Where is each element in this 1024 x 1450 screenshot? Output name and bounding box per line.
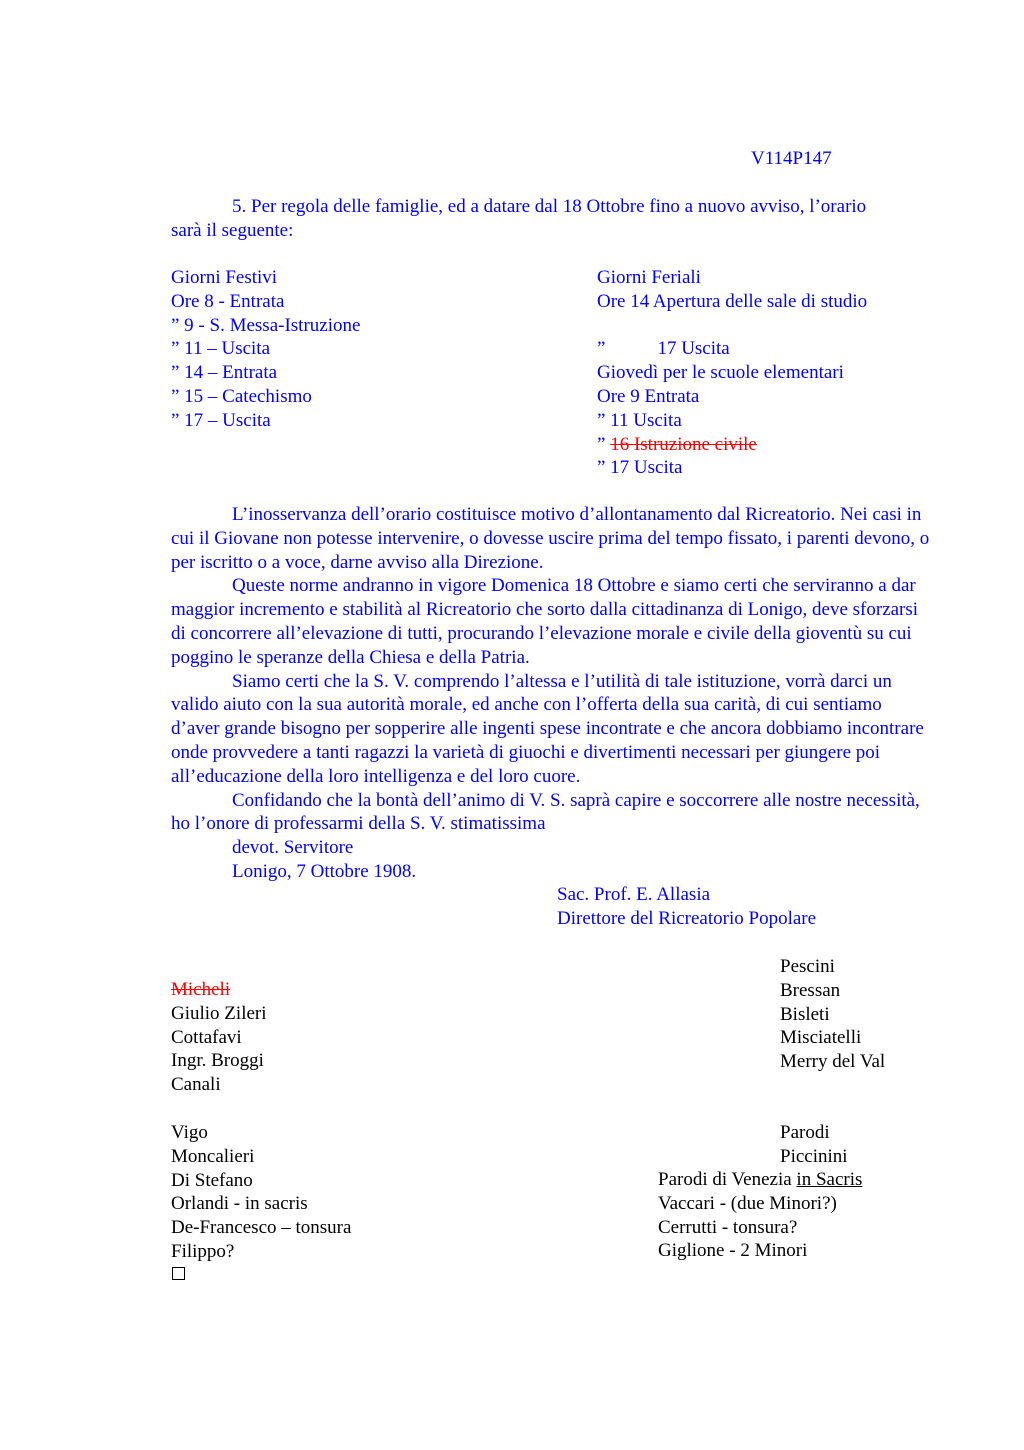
name-item: Merry del Val (780, 1051, 886, 1073)
reference-code: V114P147 (751, 148, 832, 169)
feriali-item: Ore 9 Entrata (597, 385, 700, 407)
ditto-mark: ” (597, 338, 606, 360)
feriali-struck-item (597, 433, 867, 457)
name-item: De-Francesco – tonsura (171, 1217, 352, 1239)
name-item: Di Stefano (171, 1169, 253, 1191)
intro-line-1 (171, 195, 931, 219)
struck-text: 16 Istruzione civile (610, 433, 757, 455)
name-item: Cerrutti - tonsura? (658, 1216, 798, 1238)
name-item: Vigo (171, 1122, 208, 1143)
feriali-item: ” 11 Uscita (597, 409, 682, 431)
name-item: Piccinini (780, 1145, 848, 1167)
signature-name: Sac. Prof. E. Allasia (557, 884, 711, 905)
intro-text-2: sarà il seguente: (171, 219, 294, 241)
closing-place-date (171, 860, 931, 884)
name-item: Bressan (780, 979, 841, 1001)
name-item: Parodi (780, 1122, 830, 1143)
body-paragraph-2 (171, 574, 931, 669)
checkbox-symbol (172, 1267, 185, 1280)
paragraph-text: Confidando che la bontà dell’animo di V. S. saprà capire e soccorrere alle nostre necessità, ho l’onore di professarmi della S. V. stimatissima (171, 789, 920, 835)
ditto-mark: ” (597, 433, 611, 455)
body-text (171, 503, 931, 884)
closing-text: Lonigo, 7 Ottobre 1908. (232, 860, 417, 882)
feriali-item: ” 17 Uscita (597, 457, 683, 479)
name-item: Canali (171, 1074, 221, 1096)
name-item: Cottafavi (171, 1026, 242, 1048)
name-item: Giulio Zileri (171, 1002, 267, 1024)
name-item: Pescini (780, 956, 835, 977)
name-item: Bisleti (780, 1003, 830, 1025)
underlined-note: in Sacris (796, 1169, 863, 1190)
name-item-underlined (658, 1168, 862, 1192)
name-item: Orlandi - in sacris (171, 1193, 308, 1215)
name-item: Vaccari - (due Minori?) (658, 1192, 837, 1214)
intro-text-1: 5. Per regola delle famiglie, ed a datare dal 18 Ottobre fino a nuovo avviso, l’orario (232, 196, 867, 217)
closing-text: devot. Servitore (232, 837, 354, 859)
names-left-group-2 (171, 1121, 351, 1264)
names-right-group-2a (780, 1121, 848, 1169)
festivi-item: ” 14 – Entrata (171, 362, 278, 384)
paragraph-text: L’inosservanza dell’orario costituisce motivo d’allontanamento dal Ricreatorio. Nei casi in cui il Giovane non potesse intervenire, o dovesse uscire prima del tempo fissato, i parenti devono, o per iscritto o a voce, darne avviso alla Direzione. (171, 504, 930, 573)
signature-title: Direttore del Ricreatorio Popolare (557, 907, 817, 929)
feriali-heading: Giorni Feriali (597, 267, 701, 288)
body-paragraph-3 (171, 670, 931, 789)
feriali-item: Ore 14 Apertura delle sale di studio (597, 290, 868, 312)
closing-servitore (171, 836, 931, 860)
struck-name: Micheli (171, 979, 231, 1000)
intro-paragraph (171, 195, 931, 243)
names-left-group-1 (171, 978, 267, 1097)
body-paragraph-1 (171, 503, 931, 574)
signature-block (557, 883, 816, 931)
feriali-column (597, 266, 867, 480)
festivi-item: ” 15 – Catechismo (171, 385, 312, 407)
paragraph-text: Siamo certi che la S. V. comprendo l’altessa e l’utilità di tale istituzione, vorrà darci un valido aiuto con la sua autorità morale, ed anche con l’offerta della sua carità, di cui sentiamo d’aver grande bisogno per sopperire alle ingenti spese incontrate e che ancora dobbiamo incontrare onde provvedere a tanti ragazzi la varietà di giuochi e divertimenti necessari per giungere poi all’educazione della loro intelligenza e del loro cuore. (171, 670, 924, 787)
festivi-item: ” 11 – Uscita (171, 338, 271, 360)
name-item: Moncalieri (171, 1145, 255, 1167)
feriali-item-uscita (597, 337, 867, 361)
feriali-empty-line (597, 314, 867, 338)
names-right-group-1 (780, 955, 885, 1074)
name-item: Ingr. Broggi (171, 1050, 264, 1072)
feriali-item: Giovedì per le scuole elementari (597, 362, 844, 384)
name-item: Misciatelli (780, 1027, 862, 1049)
name-prefix: Parodi di Venezia (658, 1169, 797, 1190)
festivi-column (171, 266, 360, 433)
names-right-group-2b (658, 1168, 862, 1263)
festivi-item: ” 17 – Uscita (171, 409, 271, 431)
body-paragraph-4 (171, 789, 931, 837)
festivi-item: ” 9 - S. Messa-Istruzione (171, 314, 361, 336)
name-item: Giglione - 2 Minori (658, 1240, 808, 1262)
festivi-item: Ore 8 - Entrata (171, 290, 285, 312)
name-item: Filippo? (171, 1240, 235, 1262)
festivi-heading: Giorni Festivi (171, 267, 278, 288)
paragraph-text: Queste norme andranno in vigore Domenica 18 Ottobre e siamo certi che serviranno a dar maggior incremento e stabilità al Ricreatorio che sorto dalla cittadinanza di Lonigo, deve sforzarsi di concorrere all’elevazione di tutti, procurando l’elevazione morale e civile della gioventù su cui poggino le speranze della Chiesa e della Patria. (171, 575, 919, 668)
uscita-text: 17 Uscita (657, 338, 730, 360)
